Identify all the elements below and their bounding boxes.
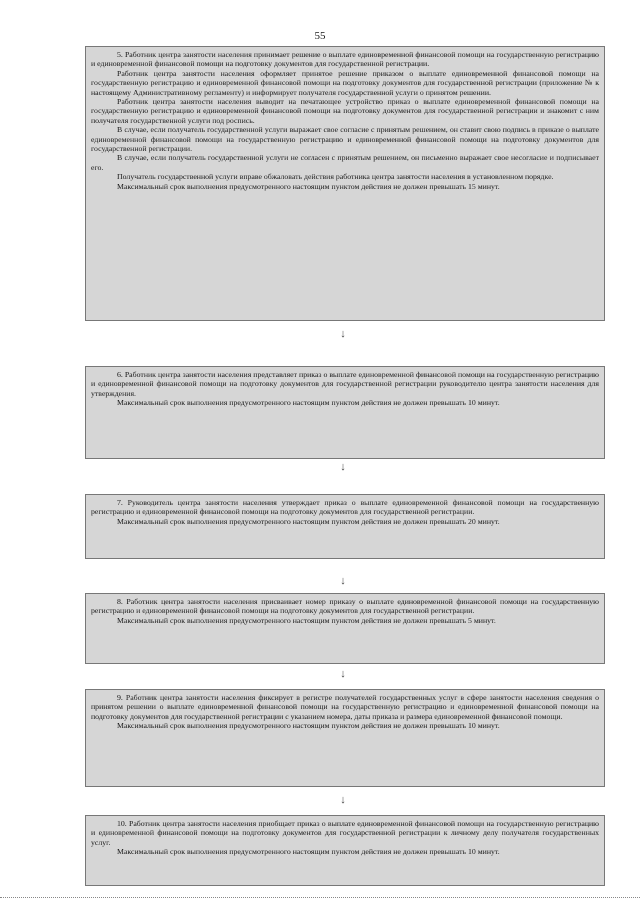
paragraph: Работник центра занятости населения выводит на печатающее устройство приказ о выплате единовременной финансовой помощи на государственную регистрацию и единовременной финансовой помощи на подготовку документов для государственной регистрации и знакомит с ним получателя государственной услуги под роспись.: [91, 97, 599, 125]
paragraph: Максимальный срок выполнения предусмотренного настоящим пунктом действия не должен превышать 10 минут.: [117, 721, 500, 731]
paragraph: В случае, если получатель государственной услуги не согласен с принятым решением, он письменно выражает свое несогласие и подписывает его.: [91, 153, 599, 172]
paragraph: Максимальный срок выполнения предусмотренного настоящим пунктом действия не должен превышать 10 минут.: [117, 847, 500, 857]
step-6-block: [85, 366, 605, 459]
flow-arrow-down-icon: ↓: [340, 794, 346, 806]
paragraph: В случае, если получатель государственной услуги выражает свое согласие с принятым решением, он ставит свою подпись в приказе о выплате единовременной финансовой помощи на государственную регистрацию и единовременной финансовой помощи на подготовку документов для государственной регистрации.: [91, 125, 599, 154]
step-5-block: [85, 46, 605, 321]
step-7-block: [85, 494, 605, 559]
paragraph: 6. Работник центра занятости населения представляет приказ о выплате единовременной финансовой помощи на государственную регистрацию и единовременной финансовой помощи на подготовку документов для государственной регистрации руководителю центра занятости населения для утверждения.: [91, 370, 599, 398]
flow-arrow-down-icon: ↓: [340, 461, 346, 473]
flow-arrow-down-icon: ↓: [340, 328, 346, 340]
paragraph: 9. Работник центра занятости населения фиксирует в регистре получателей государственных услуг в сфере занятости населения сведения о принятом решении о выплате единовременной финансовой помощи на государственную регистрацию и единовременной финансовой помощи на подготовку документов для государственной регистрации с указанием номера, даты приказа и размера единовременной финансовой помощи.: [91, 693, 599, 721]
step-8-block: [85, 593, 605, 664]
paragraph: Максимальный срок выполнения предусмотренного настоящим пунктом действия не должен превышать 20 минут.: [117, 516, 500, 526]
step-10-block: [85, 815, 605, 886]
page-number: 55: [314, 30, 326, 42]
paragraph: 7. Руководитель центра занятости населения утверждает приказ о выплате единовременной финансовой помощи на государственную регистрацию и единовременной финансовой помощи на подготовку документов для государственной регистрации.: [91, 498, 599, 517]
bottom-divider: [0, 897, 640, 898]
paragraph: Максимальный срок выполнения предусмотренного настоящим пунктом действия не должен превышать 10 минут.: [117, 398, 500, 408]
flow-arrow-down-icon: ↓: [340, 575, 346, 587]
paragraph: 8. Работник центра занятости населения присваивает номер приказу о выплате единовременной финансовой помощи на государственную регистрацию и единовременной финансовой помощи на подготовку документов для государственной регистрации.: [91, 597, 599, 616]
paragraph: Максимальный срок выполнения предусмотренного настоящим пунктом действия не должен превышать 15 минут.: [117, 181, 500, 191]
paragraph: 5. Работник центра занятости населения принимает решение о выплате единовременной финансовой помощи на государственную регистрацию и единовременной финансовой помощи на подготовку документов для государственной регистрации.: [91, 50, 599, 69]
paragraph: 10. Работник центра занятости населения приобщает приказ о выплате единовременной финансовой помощи на государственную регистрацию и единовременной финансовой помощи на подготовку документов для государственной регистрации к личному делу получателя государственных услуг.: [91, 819, 599, 847]
paragraph: Получатель государственной услуги вправе обжаловать действия работника центра занятости населения в установленном порядке.: [117, 172, 554, 182]
step-9-block: [85, 689, 605, 787]
paragraph: Работник центра занятости населения оформляет принятое решение приказом о выплате единовременной финансовой помощи на государственную регистрацию и единовременной финансовой помощи на подготовку документов для государственной регистрации (приложение № к настоящему Административному регламенту) и информирует получателя государственной услуги о принятом решении.: [91, 68, 599, 97]
paragraph: Максимальный срок выполнения предусмотренного настоящим пунктом действия не должен превышать 5 минут.: [117, 615, 496, 625]
flow-arrow-down-icon: ↓: [340, 668, 346, 680]
